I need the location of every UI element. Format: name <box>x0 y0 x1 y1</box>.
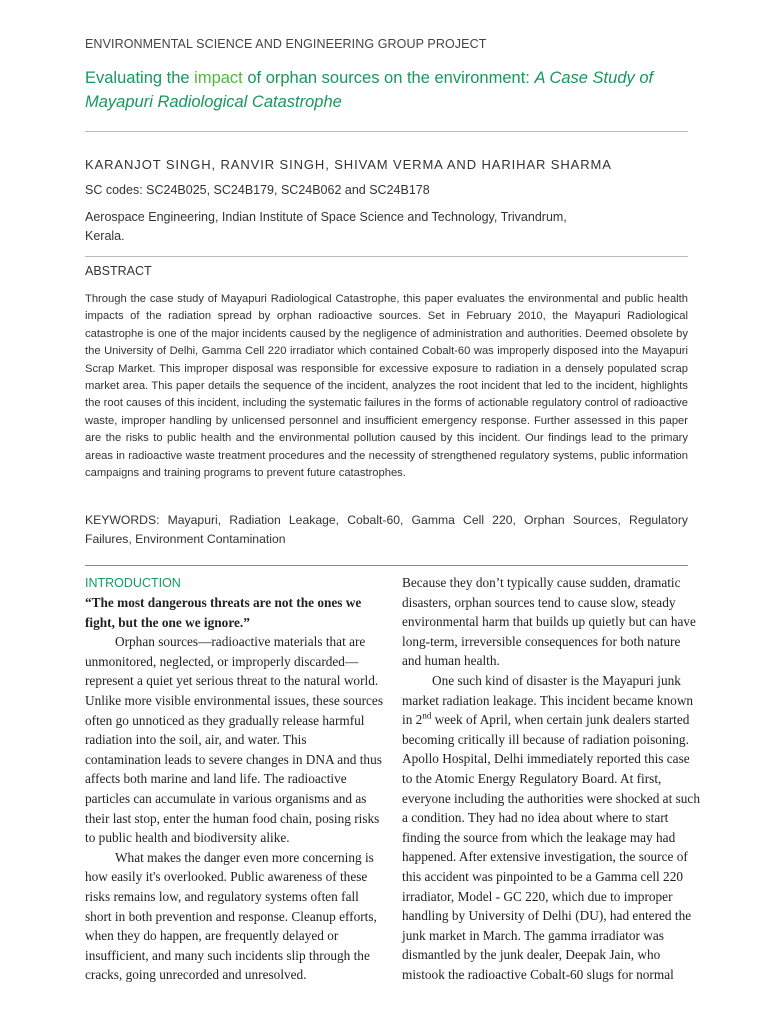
divider-top <box>85 131 688 132</box>
affiliation: Aerospace Engineering, Indian Institute of Space Science and Technology, Trivandrum, Kerala. <box>85 210 567 243</box>
right-paragraph-2-start: One such kind of disaster is the Mayapuri junk market radiation leakage. This incident became known in 2 <box>402 672 694 728</box>
right-paragraph-2-rest: week of April, when certain junk dealers started becoming critically ill because of radiation poisoning. Apollo Hospital, Delhi immediately reported this case to the Atomic Energy Regulatory Board. At first, everyone including the authorities were shocked at such a condition. They had no idea about where to start finding the source from which the leakage may had happened. After extensive investigation, the source of this accident was pinpointed to be a Gamma cell 220 irradiator, Model - GC 220, which due to improper handling by University of Delhi (DU), had entered the junk market in March. The gamma irradiator was dismantled by the junk dealer, Deepak Jain, who mistook the radioactive Cobalt-60 slugs for normal <box>402 712 700 982</box>
paper-title <box>85 66 705 114</box>
sc-codes: SC codes: SC24B025, SC24B179, SC24B062 and SC24B178 <box>85 183 430 197</box>
right-paragraph-1: Because they don’t typically cause sudden, dramatic disasters, orphan sources tend to cause slow, steady environmental harm that builds up quietly but can have long-term, irreversible consequences for both nature and human health. <box>402 575 696 669</box>
intro-paragraph-1: Orphan sources—radioactive materials that are unmonitored, neglected, or improperly discarded—represent a quiet yet serious threat to the natural world. Unlike more visible environmental issues, these sources often go unnoticed as they gradually release harmful radiation into the soil, air, and water. This contamination leads to severe changes in DNA and thus affects both marine and land life. The radioactive particles can accumulate in various organisms and as their last stop, enter the human food chain, posing risks to public health and biodiversity alike. <box>85 634 384 846</box>
authors: KARANJOT SINGH, RANVIR SINGH, SHIVAM VERMA AND HARIHAR SHARMA <box>85 157 612 172</box>
title-part-2: of orphan sources on the environment: <box>242 69 535 87</box>
title-highlight: impact <box>194 69 243 87</box>
title-italic: A Case Study of Mayapuri Radiological Catastrophe <box>85 69 654 111</box>
column-right <box>402 573 700 984</box>
intro-paragraph-2: What makes the danger even more concerning is how easily it's overlooked. Public awareness of these risks remains low, and regulatory systems often fall short in both prevention and response. Cleanup efforts, when they do happen, are frequently delayed or insufficient, and many such incidents slip through the cracks, going unrecorded and unresolved. <box>85 849 377 983</box>
divider-body <box>85 565 688 566</box>
intro-quote: “The most dangerous threats are not the ones we fight, but the one we ignore.” <box>85 595 362 630</box>
introduction-heading: INTRODUCTION <box>85 576 181 590</box>
project-header: ENVIRONMENTAL SCIENCE AND ENGINEERING GROUP PROJECT <box>85 37 487 51</box>
right-paragraph-2 <box>402 671 700 985</box>
divider-abstract <box>85 256 688 257</box>
ordinal-suffix: nd <box>422 710 432 721</box>
keywords: KEYWORDS: Mayapuri, Radiation Leakage, Cobalt-60, Gamma Cell 220, Orphan Sources, Regulatory Failures, Environment Contamination <box>85 513 688 546</box>
abstract-text: Through the case study of Mayapuri Radiological Catastrophe, this paper evaluates the environmental and public health impacts of the radiation spread by orphan radioactive sources. Set in February 2010, the Mayapuri Radiological catastrophe is one of the major incidents caused by the negligence of administration and authorities. Deemed obsolete by the University of Delhi, Gamma Cell 220 irradiator which contained Cobalt-60 was improperly disposed into the Mayapuri Scrap Market. This improper disposal was responsible for excessive exposure to radiation in a densely populated scrap market area. This paper details the sequence of the incident, analyzes the root incident that led to the incident, highlights the root causes of this incident, including the systematic failures in the forms of actionable regulatory control of radioactive waste, improper handling by unlicensed personnel and insufficient emergency response. Further assessed in this paper are the risks to public health and the environmental pollution caused by this incident. Our findings lead to the primary areas in radioactive waste treatment procedures and the necessity of strengthened regulatory systems, public information campaigns and training programs to prevent future catastrophes. <box>85 293 688 480</box>
abstract-heading: ABSTRACT <box>85 264 152 278</box>
title-part-1: Evaluating the <box>85 69 195 87</box>
column-left <box>85 571 383 985</box>
